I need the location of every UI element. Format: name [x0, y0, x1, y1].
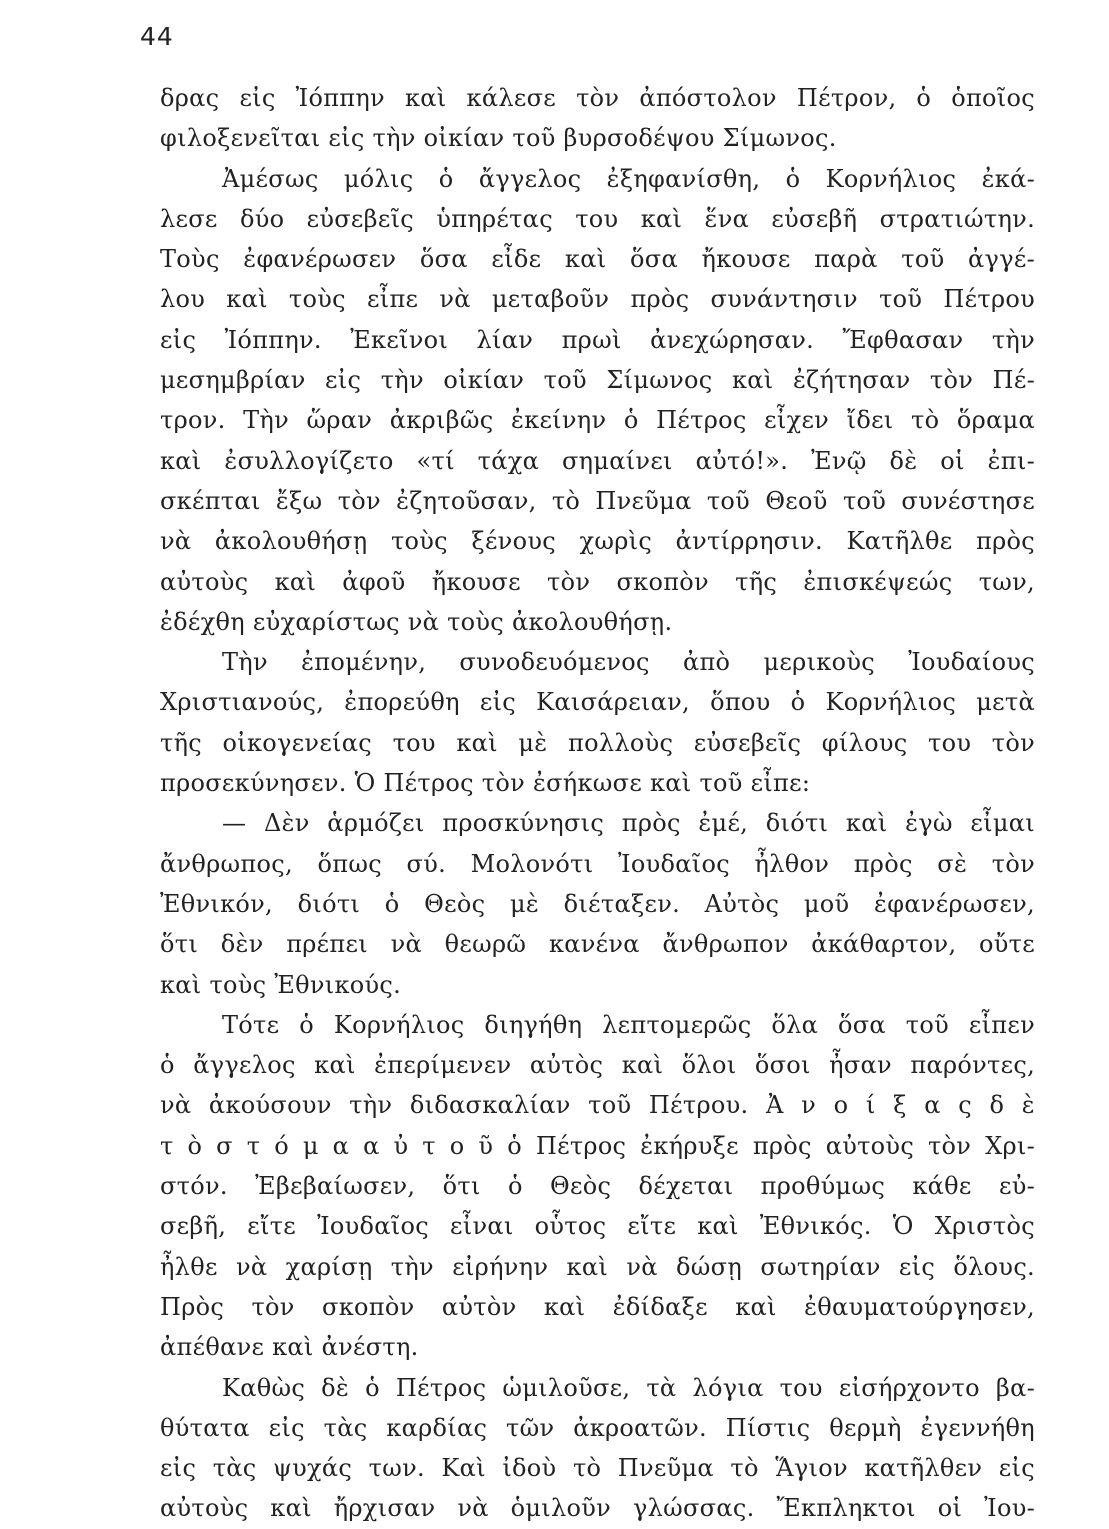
text-line: Ἐθνικόν, διότι ὁ Θεὸς μὲ διέταξεν. Αὐτὸς μοῦ ἐφανέρωσεν, [160, 889, 1035, 918]
text-line: ἄνθρωπος, ὅπως σύ. Μολονότι Ἰουδαῖος ἦλθον πρὸς σὲ τὸν [160, 849, 1035, 878]
text-line: νὰ ἀκολουθήσῃ τοὺς ξένους χωρὶς ἀντίρρησιν. Κατῆλθε πρὸς [160, 527, 1035, 556]
text-line: μεσημβρίαν εἰς τὴν οἰκίαν τοῦ Σίμωνος καὶ ἐζήτησαν τὸν Πέ- [160, 366, 1035, 395]
text-line: θύτατα εἰς τὰς καρδίας τῶν ἀκροατῶν. Πίστις θερμὴ ἐγεννήθη [160, 1413, 1035, 1442]
text-line: νὰ ἀκούσουν τὴν διδασκαλίαν τοῦ Πέτρου. Ἀ ν ο ί ξ α ς δ ὲ [160, 1091, 1035, 1120]
text-line: αὐτοὺς καὶ ἀφοῦ ἤκουσε τὸν σκοπὸν τῆς ἐπισκέψεώς των, [160, 567, 1035, 596]
text-line: Χριστιανούς, ἐπορεύθη εἰς Καισάρειαν, ὅπου ὁ Κορνήλιος μετὰ [160, 688, 1035, 717]
text-line: ἦλθε νὰ χαρίσῃ τὴν εἰρήνην καὶ νὰ δώσῃ σωτηρίαν εἰς ὅλους. [160, 1252, 1035, 1281]
text-line: Ἀμέσως μόλις ὁ ἄγγελος ἐξηφανίσθη, ὁ Κορνήλιος ἐκά- [222, 164, 1035, 193]
body-text [160, 78, 1035, 1529]
text-line: εἰς τὰς ψυχάς των. Καὶ ἰδοὺ τὸ Πνεῦμα τὸ Ἅγιον κατῆλθεν εἰς [160, 1454, 1035, 1483]
text-line: τῆς οἰκογενείας του καὶ μὲ πολλοὺς εὐσεβεῖς φίλους του τὸν [160, 728, 1035, 757]
text-line: δρας εἰς Ἰόππην καὶ κάλεσε τὸν ἀπόστολον Πέτρον, ὁ ὁποῖος [160, 84, 1035, 112]
text-line: Τότε ὁ Κορνήλιος διηγήθη λεπτομερῶς ὅλα ὅσα τοῦ εἶπεν [222, 1010, 1035, 1039]
text-line: Καθὼς δὲ ὁ Πέτρος ὡμιλοῦσε, τὰ λόγια του εἰσήρχοντο βα- [222, 1373, 1035, 1402]
text-line: Τὴν ἐπομένην, συνοδευόμενος ἀπὸ μερικοὺς Ἰουδαίους [222, 648, 1035, 677]
text-line: σεβῆ, εἴτε Ἰουδαῖος εἶναι οὗτος εἴτε καὶ Ἐθνικός. Ὁ Χριστὸς [160, 1212, 1035, 1241]
text-line: τ ὸ σ τ ό μ α α ὐ τ ο ῦ ὁ Πέτρος ἐκήρυξε πρὸς αὐτοὺς τὸν Χρι- [160, 1131, 1035, 1160]
text-line: ἐδέχθη εὐχαρίστως νὰ τοὺς ἀκολουθήσῃ. [160, 607, 673, 636]
text-line: στόν. Ἐβεβαίωσεν, ὅτι ὁ Θεὸς δέχεται προθύμως κάθε εὐ- [160, 1172, 1035, 1201]
text-line: καὶ τοὺς Ἐθνικούς. [160, 970, 402, 999]
text-line: εἰς Ἰόππην. Ἐκεῖνοι λίαν πρωὶ ἀνεχώρησαν. Ἔφθασαν τὴν [160, 325, 1035, 354]
text-line: αὐτοὺς καὶ ἤρχισαν νὰ ὁμιλοῦν γλώσσας. Ἔκπληκτοι οἱ Ἰου- [160, 1494, 1035, 1523]
text-line: σκέπται ἔξω τὸν ἐζητοῦσαν, τὸ Πνεῦμα τοῦ Θεοῦ τοῦ συνέστησε [160, 486, 1035, 515]
page-number: 44 [140, 22, 174, 51]
text-line: φιλοξενεῖται εἰς τὴν οἰκίαν τοῦ βυρσοδέψου Σίμωνος. [160, 124, 837, 153]
text-line: Πρὸς τὸν σκοπὸν αὐτὸν καὶ ἐδίδαξε καὶ ἐθαυματούργησεν, [160, 1292, 1035, 1321]
text-line: Τοὺς ἐφανέρωσεν ὅσα εἶδε καὶ ὅσα ἤκουσε παρὰ τοῦ ἀγγέ- [160, 245, 1035, 274]
text-line: ἀπέθανε καὶ ἀνέστη. [160, 1333, 419, 1362]
text-line: λεσε δύο εὐσεβεῖς ὑπηρέτας του καὶ ἕνα εὐσεβῆ στρατιώτην. [160, 204, 1035, 233]
text-line: προσεκύνησεν. Ὁ Πέτρος τὸν ἐσήκωσε καὶ τοῦ εἶπε: [160, 769, 811, 798]
text-line: καὶ ἐσυλλογίζετο «τί τάχα σημαίνει αὐτό!». Ἐνῷ δὲ οἱ ἐπι- [160, 446, 1035, 475]
text-line: τρον. Τὴν ὥραν ἀκριβῶς ἐκείνην ὁ Πέτρος εἶχεν ἴδει τὸ ὅραμα [160, 406, 1035, 435]
text-line: ὅτι δὲν πρέπει νὰ θεωρῶ κανένα ἄνθρωπον ἀκάθαρτον, οὔτε [160, 930, 1035, 959]
text-line: λου καὶ τοὺς εἶπε νὰ μεταβοῦν πρὸς συνάντησιν τοῦ Πέτρου [160, 285, 1035, 314]
text-line: ὁ ἄγγελος καὶ ἐπερίμενεν αὐτὸς καὶ ὅλοι ὅσοι ἦσαν παρόντες, [160, 1051, 1035, 1080]
text-line: — Δὲν ἁρμόζει προσκύνησις πρὸς ἐμέ, διότι καὶ ἐγὼ εἶμαι [222, 809, 1035, 838]
